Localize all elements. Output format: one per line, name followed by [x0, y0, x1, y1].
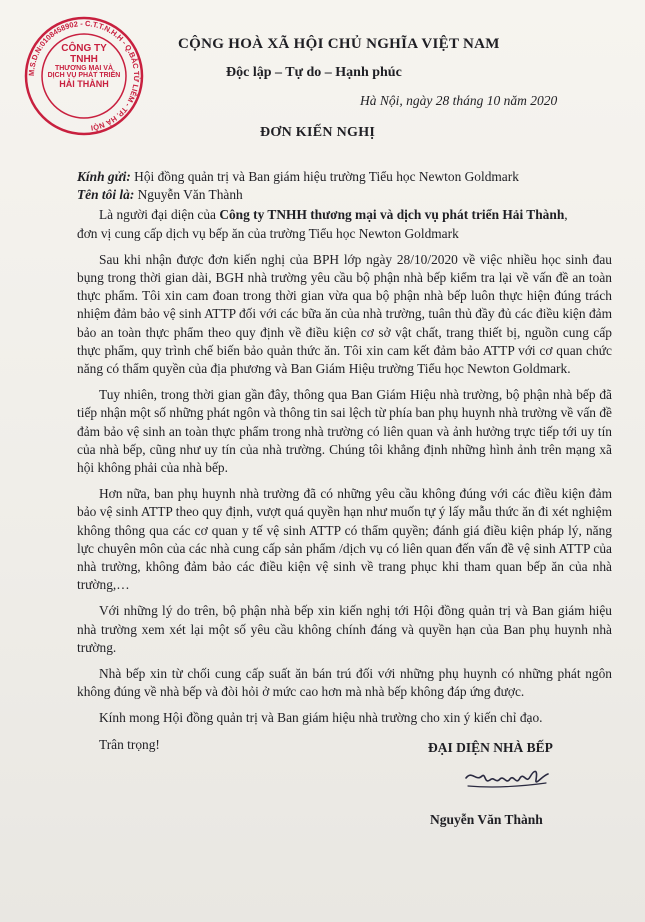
- paragraph-line: thức ăn. Tôi xin cam kết đảm bảo ATTP với cơ quan chức năng có thẩm quyền của địa: [77, 342, 613, 377]
- paragraph-line: ngôn không đúng về nhà bếp và đòi hỏi ở mức cao hơn mà nhà bếp không đáp ứng được.: [77, 666, 612, 700]
- body-paragraph: [77, 709, 612, 727]
- document-body: [77, 168, 612, 754]
- sender-value: Nguyễn Văn Thành: [134, 187, 243, 203]
- paragraph-line: Hơn nữa, ban phụ huynh nhà trường đã có những yêu cầu không đúng với các điều: [99, 486, 558, 502]
- national-motto: Độc lập – Tự do – Hạnh phúc: [226, 65, 402, 80]
- document-header: [168, 36, 608, 81]
- paragraph-line: luôn thực hiện đúng trách nhiệm đảm bảo vệ sinh ATTP đối với các bữa ăn của nhà: [77, 288, 612, 322]
- paragraph-line: Sau khi nhận được đơn kiến nghị của BPH lớp ngày 28/10/2020 về việc nhiều học: [99, 251, 561, 267]
- paragraph-line: thức ăn đi xét nghiệm không thông qua các cơ quan y tế vệ sinh ATTP có thẩm quyền;: [77, 504, 612, 538]
- paragraph-line: Tuy nhiên, trong thời gian gần đây, thông qua Ban Giám Hiệu nhà trường, bộ phận nhà: [99, 387, 573, 403]
- recipient-label: Kính gửi:: [77, 169, 131, 184]
- paragraph-line: đánh giá điều kiện pháp lý, năng lực chuyên môn của các nhà cung cấp sản phẩm /dịch vụ: [77, 522, 613, 556]
- document-date: Hà Nội, ngày 28 tháng 10 năm 2020: [360, 93, 558, 108]
- nation-name: CỘNG HOÀ XÃ HỘI CHỦ NGHĨA VIỆT NAM: [178, 36, 500, 52]
- signer-name: Nguyễn Văn Thành: [430, 812, 543, 827]
- paragraph-line: Kính mong Hội đồng quản trị và Ban giám hiệu nhà trường cho xin ý kiến chỉ đạo.: [99, 710, 543, 726]
- body-paragraph: [77, 602, 612, 657]
- body-paragraph: [77, 251, 612, 378]
- signature-title: ĐẠI DIỆN NHÀ BẾP: [428, 740, 553, 755]
- intro-paragraph: [77, 206, 612, 224]
- recipient-line: [77, 168, 612, 186]
- paragraph-line: trường, tuân thủ đầy đủ các điều kiện đảm bảo an toàn thực phẩm theo quy định về điều: [77, 306, 613, 340]
- recipient-value: Hội đồng quản trị và Ban giám hiệu trường Tiểu học Newton Goldmark: [130, 169, 519, 184]
- paragraph-line: kiện cơ sở vật chất, trang thiết bị, nguồn cung cấp thực phẩm, quy trình chế biến bảo quản: [77, 324, 612, 358]
- paragraph-line: bếp đã tiếp nhận một số những phát ngôn và thông tin sai lệch từ phía ban phụ huynh nhà: [77, 387, 612, 421]
- intro-comma: ,: [564, 207, 568, 223]
- body-paragraph: [77, 665, 612, 701]
- seal-line: TNHH: [70, 53, 98, 65]
- seal-line: THƯƠNG MẠI VÀ: [54, 65, 114, 72]
- sender-label: Tên tôi là:: [77, 187, 135, 203]
- paragraph-line: sinh đau bụng trong thời gian dài, BGH nhà trường yêu cầu bộ phận nhà bếp kiểm tra lại: [77, 251, 612, 286]
- handwritten-signature-icon: [462, 764, 554, 794]
- paragraph-line: hưởng trực tiếp tới uy tín của nhà bếp, cũng như uy tín của nhà trường. Chúng tôi khẳng: [77, 423, 612, 457]
- paragraph-line: hiệu nhà trường xem xét lại một số yêu cầu không chính đáng và quyền hạn của Ban phụ: [77, 603, 612, 637]
- paragraph-line: Trân trọng!: [99, 736, 160, 752]
- paragraph-line: có liên quan đến vấn đề vệ sinh ATTP của nhà trường, không đảm bảo các điều kiện vệ: [77, 540, 612, 575]
- company-name: Công ty TNHH thương mại và dịch vụ phát triển Hải Thành: [219, 207, 565, 223]
- seal-line: CÔNG TY: [61, 43, 107, 54]
- seal-line: DỊCH VỤ PHÁT TRIỂN: [47, 72, 121, 80]
- paragraph-line: Với những lý do trên, bộ phận nhà bếp xin kiến nghị tới Hội đồng quản trị và Ban giám: [99, 603, 585, 619]
- body-paragraphs: [77, 251, 612, 754]
- company-seal: [22, 14, 146, 138]
- intro-line-2: đơn vị cung cấp dịch vụ bếp ăn của trường Tiểu học Newton Goldmark: [77, 225, 459, 241]
- paragraph-line: phương và Ban Giám Hiệu trường Tiểu học Newton Goldmark.: [230, 361, 571, 377]
- seal-line: HẢI THÀNH: [59, 78, 109, 89]
- paragraph-line: huynh nhà trường.: [77, 621, 612, 655]
- paragraph-line: Nhà bếp xin từ chối cung cấp suất ăn bán trú đối với những phụ huynh có những phát: [99, 666, 581, 682]
- paragraph-line: trường về vấn đề đảm bảo vệ sinh an toàn thực phẩm trong nhà trường có liên quan và ảnh: [77, 405, 612, 439]
- paragraph-line: kiện đảm bảo vệ sinh ATTP theo quy định, vượt quá quyền hạn như muốn tự ý lấy mẫu: [77, 486, 612, 520]
- paragraph-line: sinh về trang phục khi tham quan bếp ăn của nhà trường,…: [77, 559, 612, 593]
- intro-text: Là người đại diện của: [99, 207, 220, 223]
- sender-line: [77, 186, 612, 204]
- seal-ring-text: M.S.D.N:0108458902 - C.T.T.N.H.H - Q.BẮC TỪ LIÊM - TP. HÀ NỘI: [26, 18, 142, 133]
- document-title: ĐƠN KIẾN NGHỊ: [260, 125, 376, 140]
- paragraph-line: về vấn đề an toàn thực phẩm. Tôi xin cam đoan trong thời gian vừa qua bộ phận nhà bếp: [77, 270, 612, 304]
- body-paragraph: [77, 386, 612, 477]
- seal-center: [44, 44, 124, 89]
- paragraph-line: định những hình ảnh trên mạng xã hội không phải của nhà bếp.: [77, 441, 612, 476]
- body-paragraph: [77, 485, 612, 594]
